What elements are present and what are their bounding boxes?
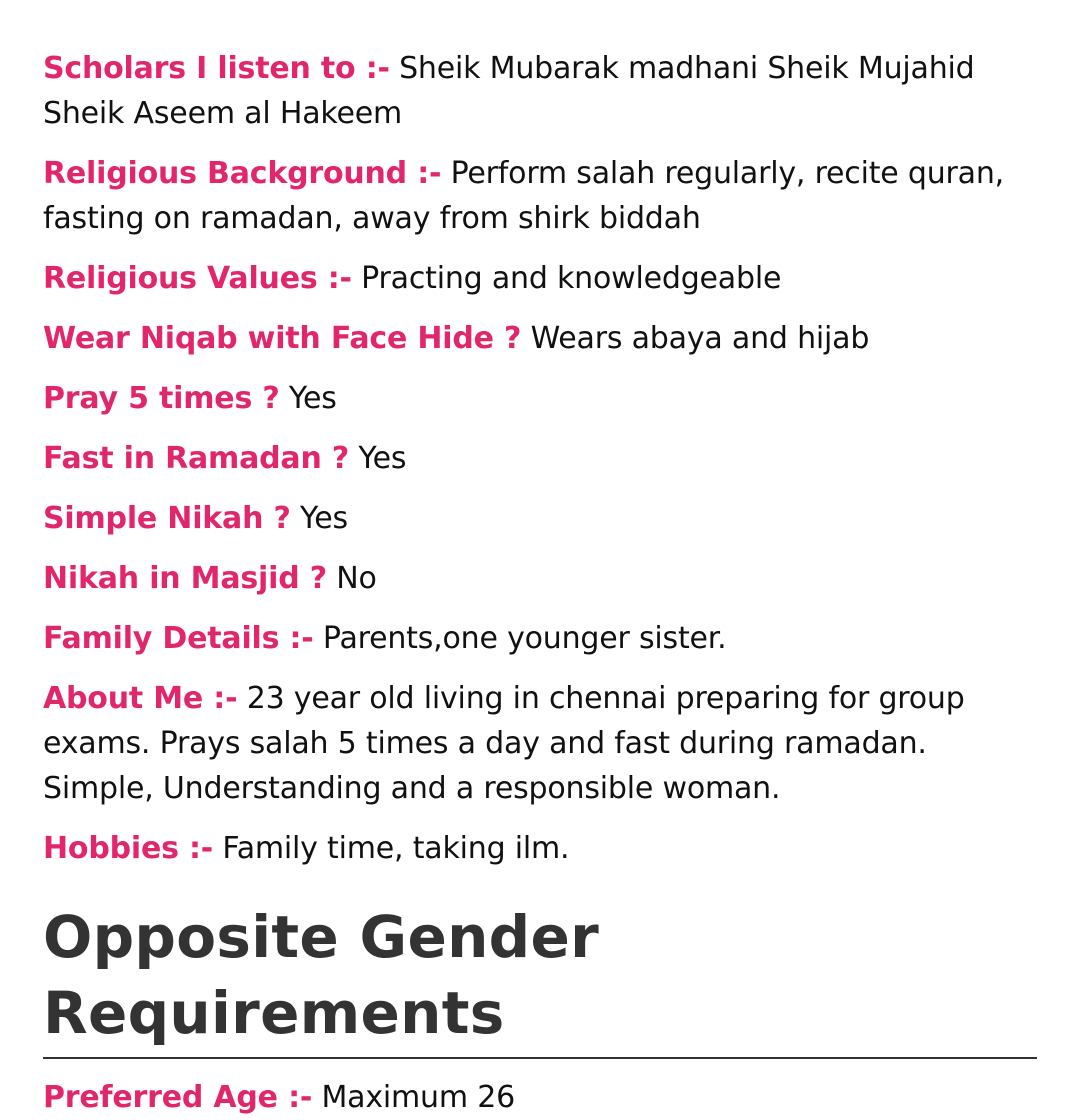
scholars-value: Sheik Mubarak madhani Sheik Mujahid Sheik Aseem al Hakeem (43, 51, 975, 131)
section-title: Opposite Gender Requirements (43, 903, 600, 1047)
pray-entry (43, 376, 1038, 421)
niqab-value: Wears abaya and hijab (530, 321, 870, 356)
hobbies-label: Hobbies :- (43, 831, 214, 866)
section-divider (43, 1057, 1037, 1059)
religious-background-value: Perform salah regularly, recite quran, fasting on ramadan, away from shirk biddah (43, 156, 1005, 236)
family-details-entry (43, 616, 1038, 661)
scholars-label: Scholars I listen to :- (43, 51, 390, 86)
simple-nikah-label: Simple Nikah ? (43, 501, 291, 536)
family-details-value: Parents,one younger sister. (322, 621, 727, 656)
niqab-label: Wear Niqab with Face Hide ? (43, 321, 522, 356)
scholars-entry (43, 46, 1038, 136)
religious-values-label: Religious Values :- (43, 261, 352, 296)
niqab-entry (43, 316, 1038, 361)
hobbies-value: Family time, taking ilm. (222, 831, 570, 866)
nikah-masjid-value: No (336, 561, 377, 596)
preferred-age-entry (43, 1075, 1038, 1120)
about-me-value: 23 year old living in chennai preparing for group exams. Prays salah 5 times a day and fast during ramadan. Simple, Understanding and a responsible woman. (43, 681, 965, 806)
religious-background-entry (43, 151, 1038, 241)
preferred-age-label: Preferred Age :- (43, 1080, 313, 1115)
pray-value: Yes (288, 381, 337, 416)
fast-entry (43, 436, 1038, 481)
simple-nikah-value: Yes (300, 501, 348, 536)
simple-nikah-entry (43, 496, 1038, 541)
preferred-age-value: Maximum 26 (321, 1080, 515, 1115)
profile-document (43, 46, 1038, 1120)
religious-background-label: Religious Background :- (43, 156, 442, 191)
fast-label: Fast in Ramadan ? (43, 441, 350, 476)
hobbies-entry (43, 826, 1038, 871)
family-details-label: Family Details :- (43, 621, 314, 656)
pray-label: Pray 5 times ? (43, 381, 280, 416)
nikah-masjid-entry (43, 556, 1038, 601)
fast-value: Yes (358, 441, 407, 476)
religious-values-entry (43, 256, 1038, 301)
about-me-entry (43, 676, 1038, 811)
nikah-masjid-label: Nikah in Masjid ? (43, 561, 327, 596)
about-me-label: About Me :- (43, 681, 238, 716)
religious-values-value: Practing and knowledgeable (361, 261, 782, 296)
